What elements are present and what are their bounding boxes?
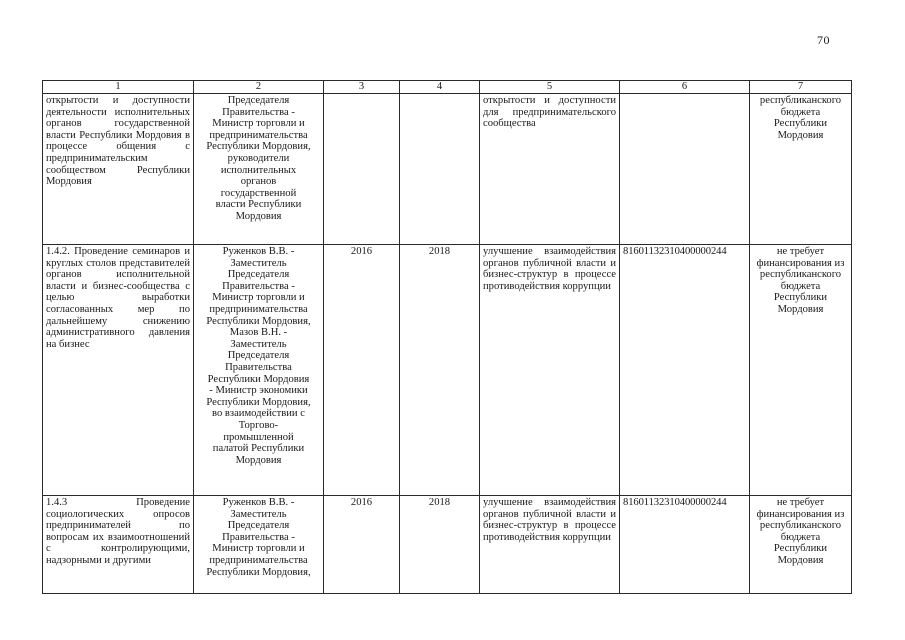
expected-result: улучшение взаимодействия органов публичной власти и бизнес-структур в процессе противодействия коррупции (480, 496, 620, 594)
responsible-executor: Руженков В.В. - Заместитель Председателя Правительства - Министр торговли и предпринимательства Республики Мордовия, (194, 496, 324, 594)
measure-description: открытости и доступности деятельности исполнительных органов государственной власти Республики Мордовия в процессе общения с предпринимательским сообществом Республики Мордовия (43, 94, 194, 245)
column-header-6: 6 (620, 81, 750, 94)
start-year: 2016 (324, 245, 400, 496)
table-header-row (43, 81, 852, 94)
start-year: 2016 (324, 496, 400, 594)
expected-result: открытости и доступности для предпринимательского сообщества (480, 94, 620, 245)
funding-note: республиканского бюджета Республики Мордовия (750, 94, 852, 245)
end-year: 2018 (400, 245, 480, 496)
column-header-7: 7 (750, 81, 852, 94)
funding-note: не требует финансирования из республиканского бюджета Республики Мордовия (750, 496, 852, 594)
column-header-4: 4 (400, 81, 480, 94)
responsible-executor: Руженков В.В. - Заместитель Председателя Правительства - Министр торговли и предпринимательства Республики Мордовия, Мазов В.Н. - Заместитель Председателя Правительства Республики Мордовия - Министр экономики Республики Мордовия, во взаимодействии с Торгово- промышленной палатой Республики Мордовия (194, 245, 324, 496)
table-row (43, 245, 852, 496)
page-number: 70 (817, 33, 830, 47)
end-year (400, 94, 480, 245)
measures-table (42, 80, 852, 594)
responsible-executor: Председателя Правительства - Министр торговли и предпринимательства Республики Мордовия, руководители исполнительных органов государственной власти Республики Мордовия (194, 94, 324, 245)
expected-result: улучшение взаимодействия органов публичной власти и бизнес-структур в процессе противодействия коррупции (480, 245, 620, 496)
budget-code: 81601132310400000244 (620, 496, 750, 594)
end-year: 2018 (400, 496, 480, 594)
measure-description: 1.4.3 Проведение социологических опросов предпринимателей по вопросам их взаимоотношений с контролирующими, надзорными и другими (43, 496, 194, 594)
column-header-1: 1 (43, 81, 194, 94)
table-row (43, 94, 852, 245)
start-year (324, 94, 400, 245)
column-header-2: 2 (194, 81, 324, 94)
funding-note: не требует финансирования из республиканского бюджета Республики Мордовия (750, 245, 852, 496)
measure-description: 1.4.2. Проведение семинаров и круглых столов представителей органов исполнительной власти и бизнес-сообщества с целью выработки согласованных мер по дальнейшему снижению административного давления на бизнес (43, 245, 194, 496)
budget-code: 81601132310400000244 (620, 245, 750, 496)
column-header-3: 3 (324, 81, 400, 94)
column-header-5: 5 (480, 81, 620, 94)
budget-code (620, 94, 750, 245)
table-row (43, 496, 852, 594)
